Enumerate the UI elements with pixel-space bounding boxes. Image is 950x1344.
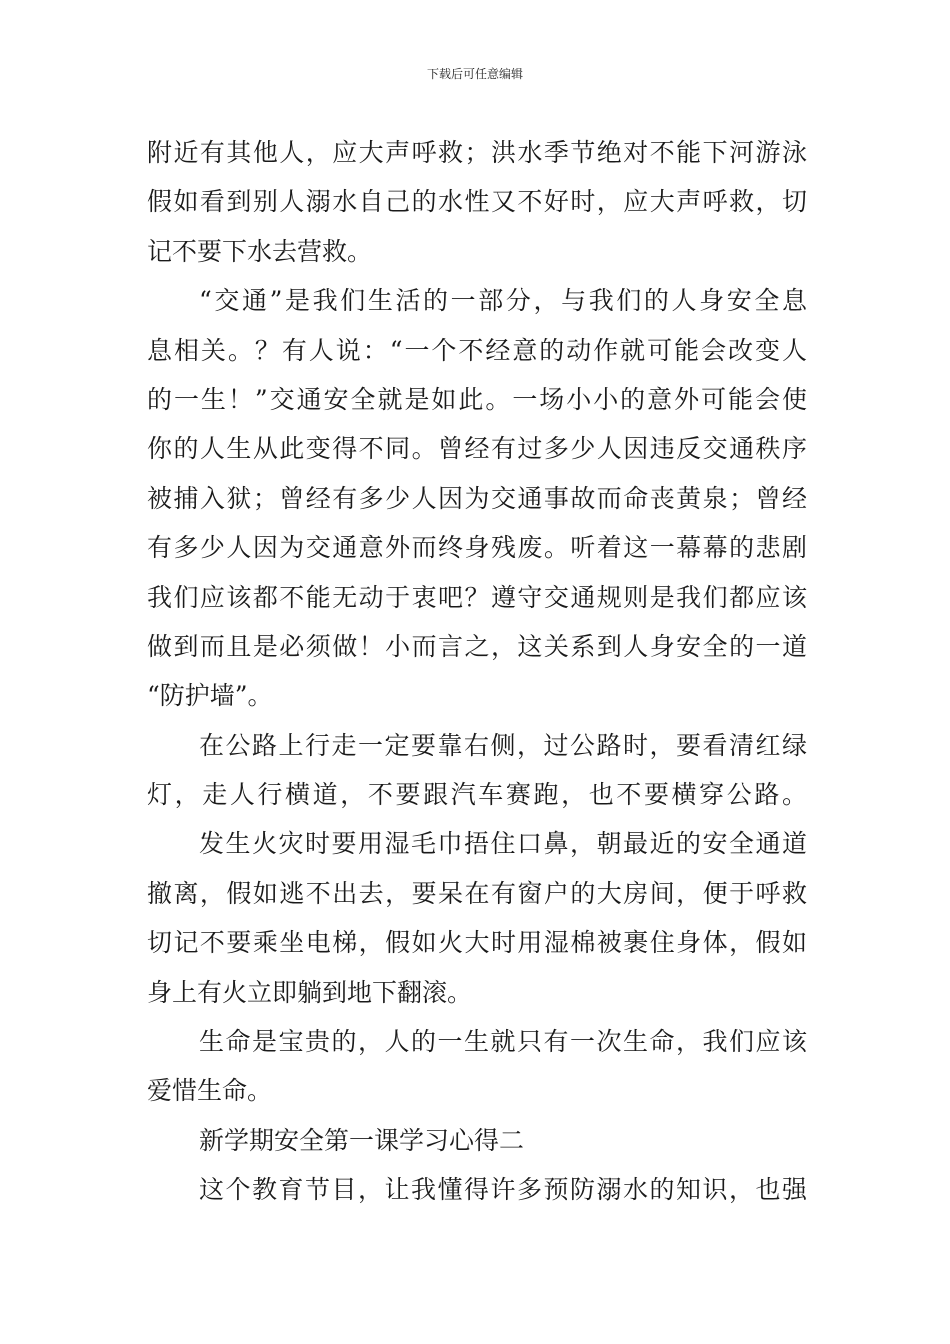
text-line: 生命是宝贵的，人的一生就只有一次生命，我们应该 [199, 1027, 807, 1057]
text-line: 爱惜生命。 [147, 1076, 273, 1106]
text-line: 做到而且是必须做！小而言之，这关系到人身安全的一道 [147, 631, 807, 661]
text-line: 发生火灾时要用湿毛巾捂住口鼻，朝最近的安全通道 [199, 829, 807, 859]
text-line: 撤离，假如逃不出去，要呆在有窗户的大房间，便于呼救 [147, 878, 807, 908]
text-line: “防护墙”。 [147, 681, 273, 711]
text-line: “交通”是我们生活的一部分，与我们的人身安全息 [199, 286, 807, 316]
text-line: 附近有其他人，应大声呼救；洪水季节绝对不能下河游泳 [147, 138, 807, 167]
text-line: 在公路上行走一定要靠右侧，过公路时，要看清红绿 [199, 730, 807, 760]
text-line: 假如看到别人溺水自己的水性又不好时，应大声呼救，切 [147, 187, 807, 217]
page-header-note: 下载后可任意编辑 [426, 67, 523, 81]
section-heading: 新学期安全第一课学习心得二 [199, 1125, 525, 1155]
text-line: 你的人生从此变得不同。曾经有过多少人因违反交通秩序 [147, 434, 807, 464]
text-line: 我们应该都不能无动于衷吧？遵守交通规则是我们都应该 [147, 582, 807, 612]
text-line: 这个教育节目，让我懂得许多预防溺水的知识，也强 [199, 1175, 807, 1205]
text-line: 切记不要乘坐电梯，假如火大时用湿棉被裹住身体，假如 [147, 928, 807, 958]
text-line: 身上有火立即躺到地下翻滚。 [147, 977, 473, 1007]
text-line: 被捕入狱；曾经有多少人因为交通事故而命丧黄泉；曾经 [147, 483, 807, 513]
text-line: 记不要下水去营救。 [147, 236, 373, 266]
text-line: 灯，走人行横道，不要跟汽车赛跑，也不要横穿公路。 [147, 780, 807, 810]
text-line: 有多少人因为交通意外而终身残废。听着这一幕幕的悲剧 [147, 533, 807, 563]
document-body [147, 128, 807, 1215]
text-line: 息相关。？有人说：“一个不经意的动作就可能会改变人 [147, 335, 807, 365]
text-line: 的一生！”交通安全就是如此。一场小小的意外可能会使 [147, 384, 807, 414]
